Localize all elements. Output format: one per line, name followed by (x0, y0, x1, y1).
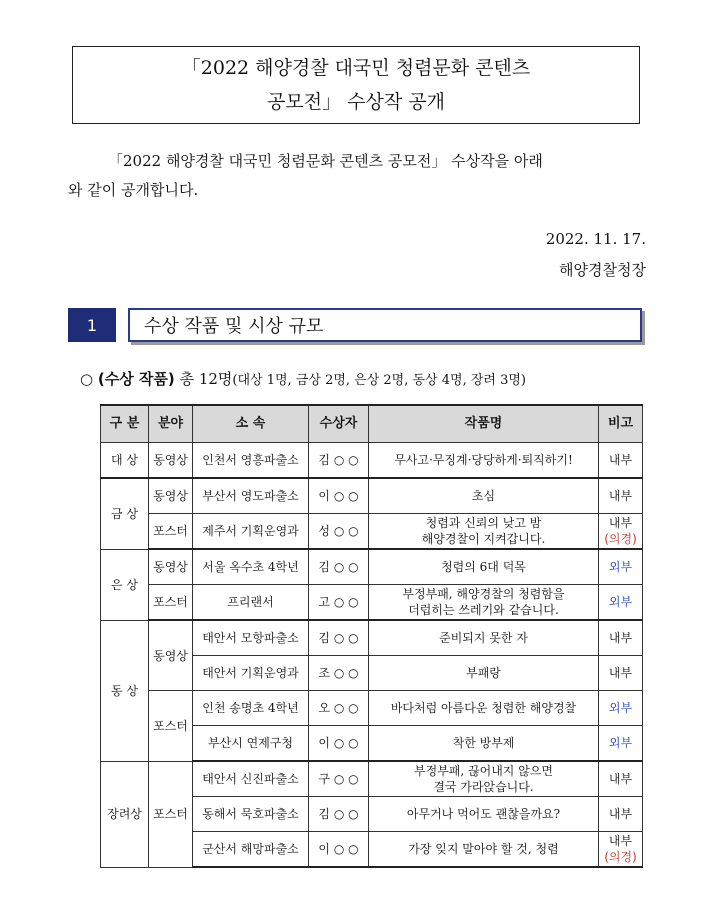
note-cell: 내부 (599, 620, 643, 656)
affiliation-cell: 부산서 영도파출소 (193, 478, 309, 514)
issuing-organization: 해양경찰청장 (559, 261, 646, 279)
header-field: 분야 (149, 405, 193, 443)
note-cell (599, 514, 643, 550)
summary-label: (수상 작품) (97, 370, 175, 388)
affiliation-cell: 프리랜서 (193, 585, 309, 621)
work-title-cell (369, 514, 599, 550)
header-note: 비고 (599, 405, 643, 443)
winner-cell: 김 ○ ○ (309, 443, 369, 479)
affiliation-cell: 인천서 영흥파출소 (193, 443, 309, 479)
table-row (101, 514, 643, 550)
header-grade: 구 분 (101, 405, 149, 443)
work-title-cell: 가장 잊지 말아야 할 것, 청렴 (369, 832, 599, 868)
winner-cell: 김 ○ ○ (309, 620, 369, 656)
note-cell: 외부 (599, 549, 643, 585)
work-title-cell: 무사고·무징계·당당하게·퇴직하기! (369, 443, 599, 479)
winner-cell: 조 ○ ○ (309, 656, 369, 691)
award-summary (80, 368, 526, 389)
summary-total: 총 12명 (179, 370, 233, 388)
field-cell: 포스터 (149, 585, 193, 621)
work-title-cell (369, 585, 599, 621)
title-line-1: 「2022 해양경찰 대국민 청렴문화 콘텐츠 (181, 57, 531, 79)
grade-cell: 장려상 (101, 761, 149, 867)
note-cell: 외부 (599, 691, 643, 726)
bullet-circle-icon: ○ (80, 370, 94, 388)
affiliation-cell: 서울 옥수초 4학년 (193, 549, 309, 585)
note-cell: 내부 (599, 443, 643, 479)
intro-paragraph (68, 147, 648, 205)
field-cell: 동영상 (149, 443, 193, 479)
affiliation-cell: 인천 송명초 4학년 (193, 691, 309, 726)
affiliation-cell: 태안서 기획운영과 (193, 656, 309, 691)
table-header-row (101, 405, 643, 443)
note-cell: 외부 (599, 726, 643, 762)
grade-cell: 은 상 (101, 549, 149, 620)
winner-cell: 이 ○ ○ (309, 726, 369, 762)
summary-detail: (대상 1명, 금상 2명, 은상 2명, 동상 4명, 장려 3명) (232, 373, 526, 388)
work-title-cell: 아무거나 먹어도 괜찮을까요? (369, 797, 599, 832)
winner-cell: 구 ○ ○ (309, 761, 369, 797)
field-cell: 포스터 (149, 761, 193, 867)
field-cell: 동영상 (149, 478, 193, 514)
winner-cell: 이 ○ ○ (309, 478, 369, 514)
header-affiliation: 소 속 (193, 405, 309, 443)
winner-cell: 성 ○ ○ (309, 514, 369, 550)
table-row (101, 761, 643, 797)
field-cell: 포스터 (149, 514, 193, 550)
header-work-title: 작품명 (369, 405, 599, 443)
work-title-cell: 청렴의 6대 덕목 (369, 549, 599, 585)
note-cell: 내부 (599, 797, 643, 832)
work-title-cell (369, 761, 599, 797)
note-text: 내부 (608, 516, 633, 530)
winner-cell: 이 ○ ○ (309, 832, 369, 868)
work-title-cell: 바다처럼 아름다운 청렴한 해양경찰 (369, 691, 599, 726)
table-row (101, 478, 643, 514)
work-title-cell: 부패랑 (369, 656, 599, 691)
work-title-cell: 초심 (369, 478, 599, 514)
winner-cell: 고 ○ ○ (309, 585, 369, 621)
grade-cell: 금 상 (101, 478, 149, 549)
grade-cell: 동 상 (101, 620, 149, 761)
section-title: 수상 작품 및 시상 규모 (128, 308, 642, 342)
winner-cell: 오 ○ ○ (309, 691, 369, 726)
affiliation-cell: 태안서 모항파출소 (193, 620, 309, 656)
affiliation-cell: 제주서 기획운영과 (193, 514, 309, 550)
note-cell: 내부 (599, 656, 643, 691)
affiliation-cell: 태안서 신진파출소 (193, 761, 309, 797)
document-title (72, 46, 640, 124)
work-title-line-2: 해양경찰이 지켜갑니다. (421, 532, 546, 546)
field-cell: 포스터 (149, 691, 193, 762)
awards-table (100, 404, 643, 868)
intro-line-1: 「2022 해양경찰 대국민 청렴문화 콘텐츠 공모전」 수상작을 아래 (108, 152, 543, 170)
affiliation-cell: 군산서 해망파출소 (193, 832, 309, 868)
section-number: 1 (68, 308, 116, 342)
winner-cell: 김 ○ ○ (309, 797, 369, 832)
note-cell: 내부 (599, 478, 643, 514)
table-row (101, 549, 643, 585)
field-cell: 동영상 (149, 620, 193, 691)
work-title-cell: 준비되지 못한 자 (369, 620, 599, 656)
title-line-2: 공모전」 수상작 공개 (267, 91, 445, 113)
work-title-line-2: 더럽히는 쓰레기와 같습니다. (408, 603, 559, 617)
work-title-line-1: 청렴과 신뢰의 낮고 밤 (425, 516, 542, 530)
publish-date: 2022. 11. 17. (545, 230, 646, 248)
note-subtext: (의경) (604, 532, 637, 546)
intro-line-2: 와 같이 공개합니다. (68, 181, 199, 199)
table-row (101, 620, 643, 656)
work-title-cell: 착한 방부제 (369, 726, 599, 762)
work-title-line-1: 부정부패, 해양경찰의 청렴함을 (402, 587, 565, 601)
header-winner: 수상자 (309, 405, 369, 443)
table-row (101, 585, 643, 621)
table-row (101, 691, 643, 726)
note-cell: 외부 (599, 585, 643, 621)
work-title-line-2: 결국 가라앉습니다. (433, 780, 534, 794)
note-text: 내부 (608, 834, 633, 848)
note-cell: 내부 (599, 761, 643, 797)
note-cell (599, 832, 643, 868)
affiliation-cell: 부산시 연제구청 (193, 726, 309, 762)
note-subtext: (의경) (604, 850, 637, 864)
grade-cell: 대 상 (101, 443, 149, 479)
table-row (101, 443, 643, 479)
work-title-line-1: 부정부패, 끊어내지 않으면 (414, 764, 553, 778)
winner-cell: 김 ○ ○ (309, 549, 369, 585)
affiliation-cell: 동해서 묵호파출소 (193, 797, 309, 832)
field-cell: 동영상 (149, 549, 193, 585)
